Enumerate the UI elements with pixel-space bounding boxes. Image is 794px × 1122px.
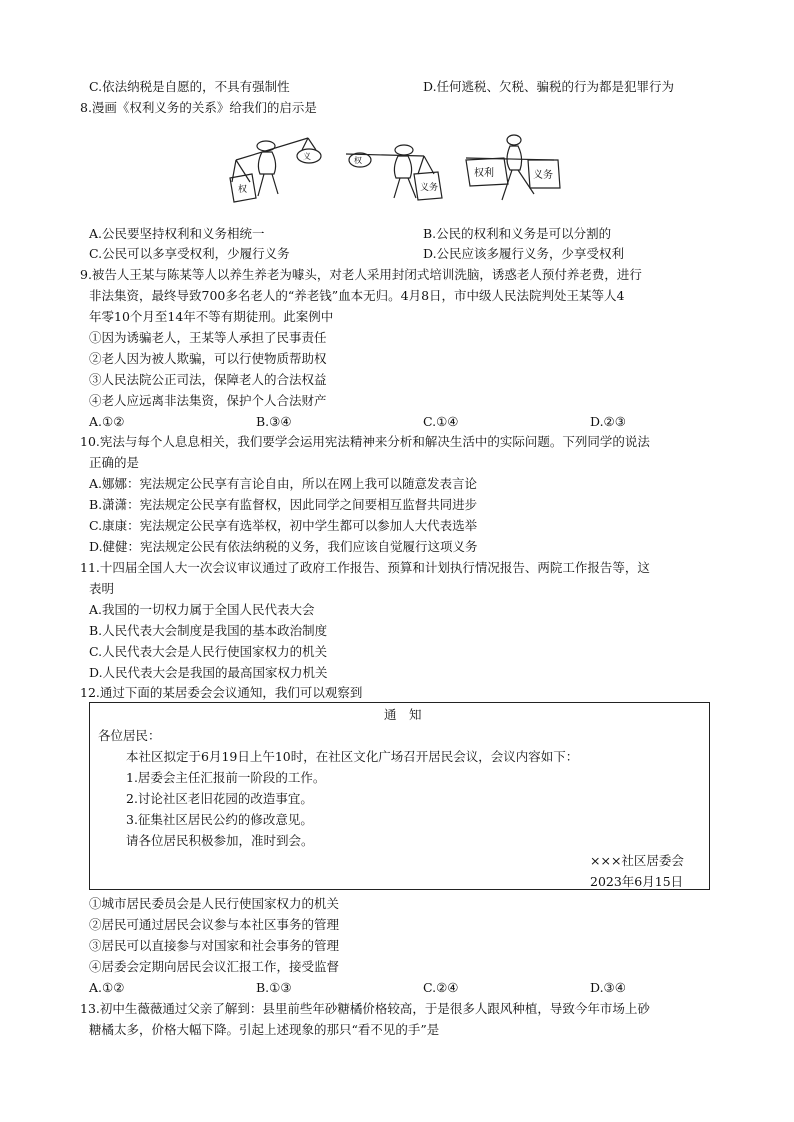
q11-option-a: A.我国的一切权力属于全国人民代表大会 — [89, 602, 315, 617]
q12-option-c: C.②④ — [423, 980, 459, 995]
q9-option-b: B.③④ — [256, 414, 292, 429]
q8-option-d: D.公民应该多履行义务，少享受权利 — [423, 246, 625, 261]
q11-option-b: B.人民代表大会制度是我国的基本政治制度 — [89, 623, 328, 638]
q9-option-c: C.①④ — [423, 414, 459, 429]
notice-signer: ×××社区居委会 — [590, 853, 684, 868]
q9-stem-line3: 年零10个月至14年不等有期徒刑。此案例中 — [89, 309, 334, 324]
cartoon-label: 义务 — [420, 183, 439, 193]
q11-stem-line2: 表明 — [89, 581, 115, 596]
cartoon-label: 权利 — [474, 168, 494, 179]
notice-title: 通 知 — [384, 707, 422, 722]
q12-option-b: B.①③ — [256, 980, 292, 995]
q11-option-c: C.人民代表大会是人民行使国家权力的机关 — [89, 644, 328, 659]
q12-option-a: A.①② — [89, 980, 125, 995]
q10-option-d: D.健健：宪法规定公民有依法纳税的义务，我们应该自觉履行这项义务 — [89, 539, 478, 554]
q9-statement-2: ②老人因为被人欺骗，可以行使物质帮助权 — [89, 351, 327, 366]
notice-item-2: 2.讨论社区老旧花园的改造事宜。 — [126, 791, 313, 806]
q8-option-b: B.公民的权利和义务是可以分割的 — [423, 226, 612, 241]
cartoon-label: 权 — [354, 156, 362, 165]
q7-option-c: C.依法纳税是自愿的，不具有强制性 — [89, 79, 290, 94]
q10-option-b: B.潇潇：宪法规定公民享有监督权，因此同学之间要相互监督共同进步 — [89, 497, 478, 512]
q10-option-a: A.娜娜：宪法规定公民享有言论自由，所以在网上我可以随意发表言论 — [89, 476, 478, 491]
q12-statement-1: ①城市居民委员会是人民行使国家权力的机关 — [89, 896, 340, 911]
q9-option-a: A.①② — [89, 414, 125, 429]
notice-date: 2023年6月15日 — [590, 874, 684, 889]
q12-option-d: D.③④ — [590, 980, 626, 995]
q12-stem: 12.通过下面的某居委会会议通知，我们可以观察到 — [80, 685, 363, 700]
q10-stem-line1: 10.宪法与每个人息息相关，我们要学会运用宪法精神来分析和解决生活中的实际问题。下列同学的说法 — [80, 434, 650, 449]
notice-salutation: 各位居民： — [98, 728, 161, 743]
q10-stem-line2: 正确的是 — [89, 455, 140, 470]
cartoon-label: 权 — [238, 185, 248, 195]
q10-option-c: C.康康：宪法规定公民享有选举权，初中学生都可以参加人大代表选举 — [89, 518, 478, 533]
cartoon-rights-duties — [228, 130, 563, 214]
q9-stem-line1: 9.被告人王某与陈某等人以养生养老为噱头，对老人采用封闭式培训洗脑，诱惑老人预付养老费，进行 — [80, 267, 642, 282]
notice-item-3: 3.征集社区居民公约的修改意见。 — [126, 812, 313, 827]
q8-option-a: A.公民要坚持权利和义务相统一 — [89, 226, 265, 241]
notice-closing: 请各位居民积极参加，准时到会。 — [126, 833, 314, 848]
cartoon-label: 义务 — [533, 170, 553, 181]
q9-option-d: D.②③ — [590, 414, 626, 429]
q7-option-d: D.任何逃税、欠税、骗税的行为都是犯罪行为 — [423, 79, 675, 94]
q13-stem-line1: 13.初中生薇薇通过父亲了解到：县里前些年砂糖橘价格较高，于是很多人跟风种植，导致今年市场上砂 — [80, 1001, 650, 1016]
q8-stem: 8.漫画《权利义务的关系》给我们的启示是 — [80, 100, 317, 115]
notice-intro: 本社区拟定于6月19日上午10时，在社区文化广场召开居民会议，会议内容如下： — [126, 749, 579, 764]
q11-option-d: D.人民代表大会是我国的最高国家权力机关 — [89, 665, 328, 680]
q11-stem-line1: 11.十四届全国人大一次会议审议通过了政府工作报告、预算和计划执行情况报告、两院工作报告等，这 — [80, 560, 650, 575]
notice-item-1: 1.居委会主任汇报前一阶段的工作。 — [126, 770, 326, 785]
cartoon-label: 义 — [303, 152, 311, 161]
q12-statement-3: ③居民可以直接参与对国家和社会事务的管理 — [89, 938, 340, 953]
q9-statement-1: ①因为诱骗老人，王某等人承担了民事责任 — [89, 330, 327, 345]
q8-option-c: C.公民可以多享受权利，少履行义务 — [89, 246, 290, 261]
q12-statement-4: ④居委会定期向居民会议汇报工作，接受监督 — [89, 959, 340, 974]
q13-stem-line2: 糖橘太多，价格大幅下降。引起上述现象的那只“看不见的手”是 — [89, 1022, 440, 1037]
q9-stem-line2: 非法集资，最终导致700多名老人的“养老钱”血本无归。4月8日，市中级人民法院判处王某等人4 — [89, 288, 625, 303]
q9-statement-4: ④老人应远离非法集资，保护个人合法财产 — [89, 393, 327, 408]
q12-statement-2: ②居民可通过居民会议参与本社区事务的管理 — [89, 917, 340, 932]
q9-statement-3: ③人民法院公正司法，保障老人的合法权益 — [89, 372, 327, 387]
